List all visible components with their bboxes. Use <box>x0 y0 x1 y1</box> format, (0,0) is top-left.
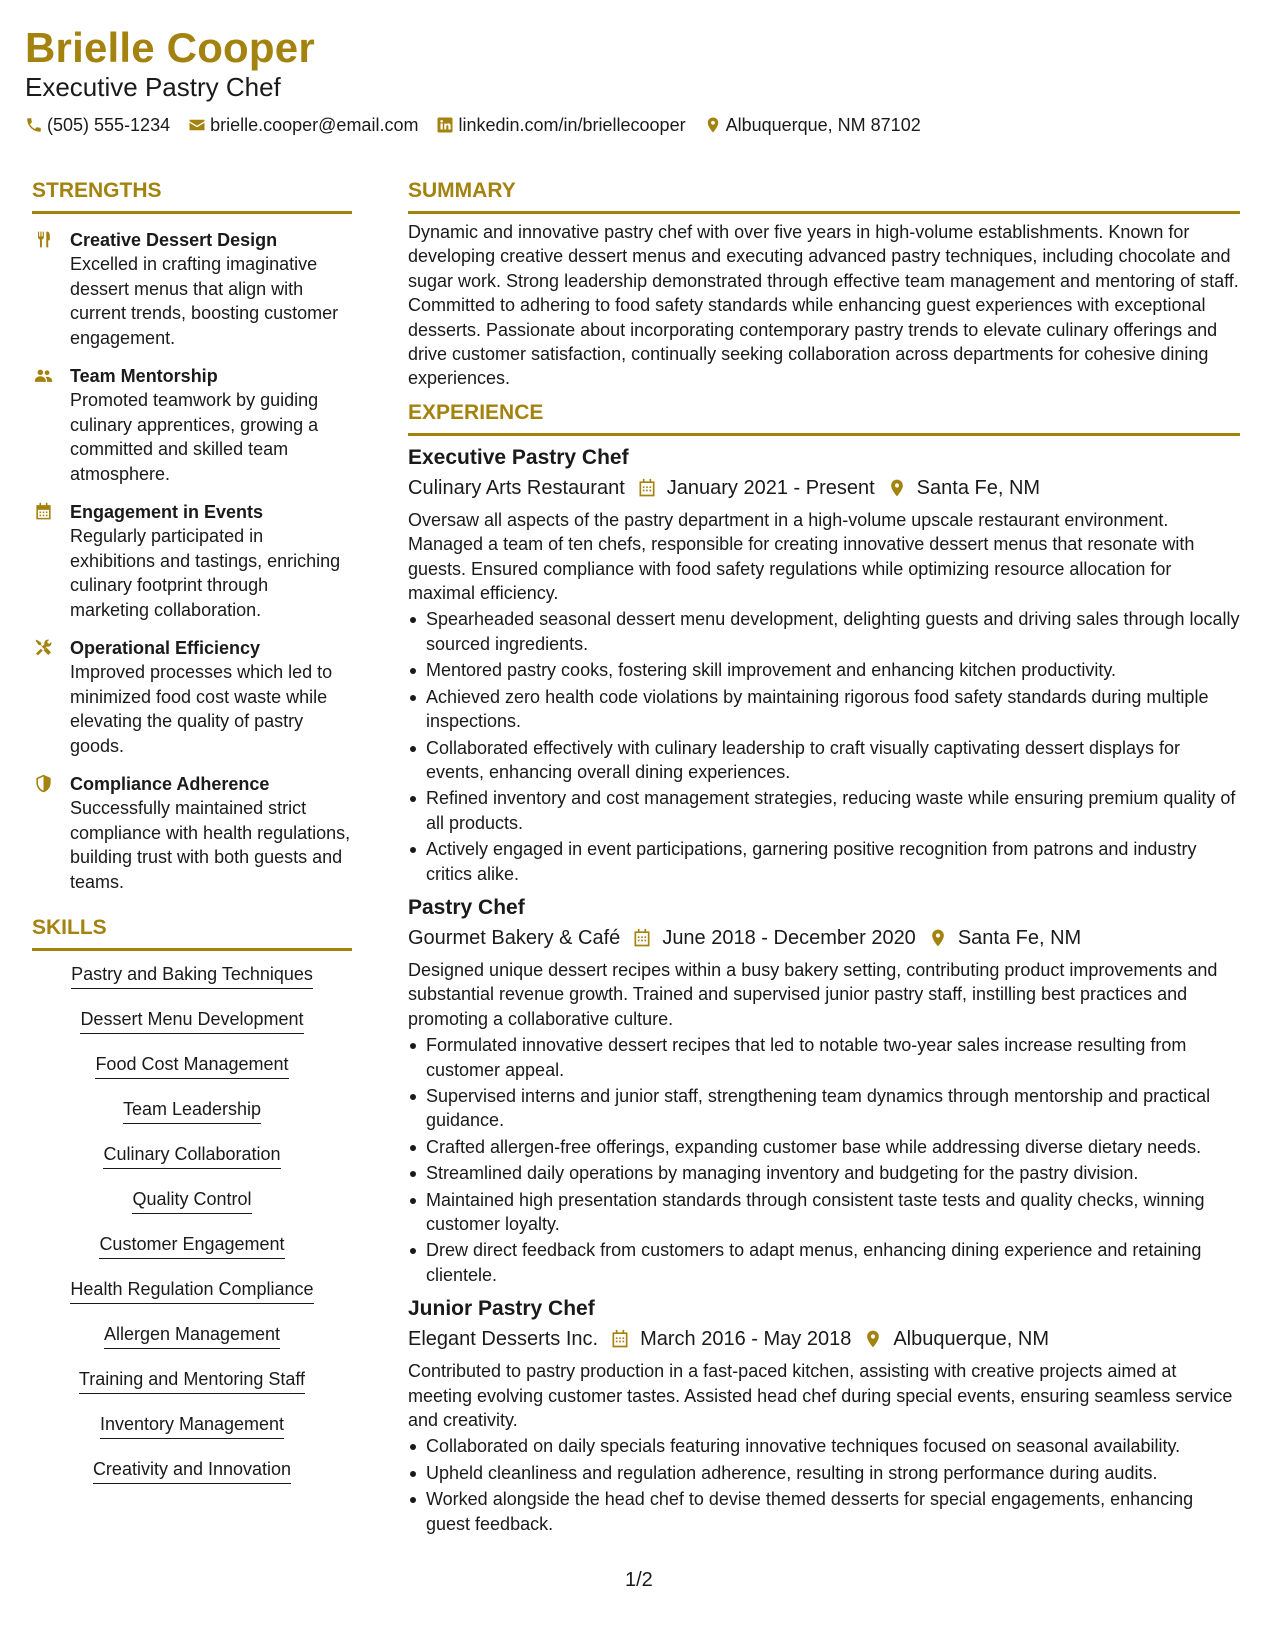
job-bullet: Refined inventory and cost management strategies, reducing waste while ensuring premium quality of all products. <box>408 786 1240 835</box>
skill-item <box>32 1008 352 1053</box>
skill-label: Quality Control <box>132 1188 251 1214</box>
job-bullet: Collaborated on daily specials featuring innovative techniques focused on seasonal availability. <box>408 1434 1240 1458</box>
skill-label: Food Cost Management <box>95 1053 288 1079</box>
phone-icon <box>25 116 43 134</box>
job-bullets <box>408 1033 1240 1287</box>
right-column <box>408 179 1240 1538</box>
skill-item <box>32 1413 352 1458</box>
contact-phone <box>25 115 170 136</box>
job-bullet: Achieved zero health code violations by maintaining rigorous food safety standards during multiple inspections. <box>408 685 1240 734</box>
skill-item <box>32 1278 352 1323</box>
skill-label: Training and Mentoring Staff <box>79 1368 305 1394</box>
job-bullet: Maintained high presentation standards through consistent taste tests and quality checks, winning customer loyalty. <box>408 1188 1240 1237</box>
skill-item <box>32 963 352 1008</box>
skill-list <box>32 963 352 1503</box>
skill-label: Health Regulation Compliance <box>70 1278 313 1304</box>
job-company: Culinary Arts Restaurant <box>408 476 625 499</box>
skill-label: Dessert Menu Development <box>80 1008 303 1034</box>
job-dates: January 2021 - Present <box>666 476 875 499</box>
strength-item <box>32 772 352 894</box>
shield-icon <box>34 774 53 793</box>
job-entry <box>408 894 1240 1287</box>
job-bullet: Supervised interns and junior staff, strengthening team dynamics through mentorship and practical guidance. <box>408 1084 1240 1133</box>
map-pin-icon <box>928 928 948 948</box>
strength-item <box>32 500 352 622</box>
map-pin-icon <box>887 478 907 498</box>
contact-location <box>704 115 921 136</box>
experience-heading: EXPERIENCE <box>408 400 544 424</box>
experience-section <box>408 401 1240 436</box>
skill-item <box>32 1188 352 1233</box>
email-text[interactable]: brielle.cooper@email.com <box>210 114 419 135</box>
job-bullet: Streamlined daily operations by managing inventory and budgeting for the pastry division. <box>408 1161 1240 1185</box>
strengths-heading: STRENGTHS <box>32 179 162 202</box>
job-title: Executive Pastry Chef <box>408 445 629 469</box>
skill-label: Inventory Management <box>100 1413 284 1439</box>
summary-divider <box>408 211 1240 214</box>
job-title: Junior Pastry Chef <box>408 1297 595 1321</box>
summary-heading: SUMMARY <box>408 179 516 202</box>
job-company: Gourmet Bakery & Café <box>408 926 621 949</box>
strength-desc: Successfully maintained strict compliance with health regulations, building trust with both guests and teams. <box>70 798 351 892</box>
job-bullet: Upheld cleanliness and regulation adherence, resulting in strong performance during audits. <box>408 1461 1240 1485</box>
skill-label: Creativity and Innovation <box>93 1458 291 1484</box>
strength-title: Compliance Adherence <box>70 774 270 794</box>
tools-icon <box>34 638 53 657</box>
map-pin-icon <box>863 1329 883 1349</box>
strength-item <box>32 364 352 486</box>
job-bullet: Collaborated effectively with culinary leadership to craft visually captivating dessert displays for events, enhancing overall dining experiences. <box>408 736 1240 785</box>
job-bullet: Drew direct feedback from customers to adapt menus, enhancing dining experience and retaining clientele. <box>408 1238 1240 1287</box>
skill-label: Culinary Collaboration <box>103 1143 280 1169</box>
skill-label: Pastry and Baking Techniques <box>71 963 313 989</box>
job-location: Santa Fe, NM <box>916 476 1041 499</box>
strength-title: Operational Efficiency <box>70 638 261 658</box>
job-bullets <box>408 607 1240 885</box>
strength-title: Engagement in Events <box>70 502 264 522</box>
phone-text: (505) 555-1234 <box>47 114 171 135</box>
skills-section <box>32 916 352 1503</box>
job-dates: June 2018 - December 2020 <box>662 926 916 949</box>
skill-item <box>32 1458 352 1503</box>
skill-label: Team Leadership <box>123 1098 261 1124</box>
page-number: 1/2 <box>625 1569 653 1591</box>
job-description: Oversaw all aspects of the pastry department in a high-volume upscale restaurant environment. Managed a team of ten chefs, responsible for creating innovative dessert menus that resonate with guests. Ensured compliance with food safety regulations while optimizing resource allocation for maximal efficiency. <box>408 509 1195 604</box>
strength-desc: Excelled in crafting imaginative dessert menus that align with current trends, boosting customer engagement. <box>70 254 339 348</box>
job-bullet: Spearheaded seasonal dessert menu development, delighting guests and driving sales through locally sourced ingredients. <box>408 607 1240 656</box>
strength-desc: Improved processes which led to minimized food cost waste while elevating the quality of pastry goods. <box>70 662 333 756</box>
contact-bar <box>25 113 939 137</box>
job-bullet: Formulated innovative dessert recipes that led to notable two-year sales increase resulting from customer appeal. <box>408 1033 1240 1082</box>
strength-desc: Regularly participated in exhibitions and tastings, enriching culinary footprint through marketing collaboration. <box>70 526 341 620</box>
strength-title: Creative Dessert Design <box>70 230 278 250</box>
map-pin-icon <box>704 116 722 134</box>
left-column <box>32 179 352 1503</box>
experience-divider <box>408 433 1240 436</box>
contact-linkedin[interactable] <box>436 115 685 136</box>
calendar-icon <box>637 478 657 498</box>
contact-email[interactable] <box>188 115 418 136</box>
calendar-icon <box>610 1329 630 1349</box>
calendar-icon <box>34 502 53 521</box>
strength-desc: Promoted teamwork by guiding culinary apprentices, growing a committed and skilled team atmosphere. <box>70 390 319 484</box>
job-bullet: Actively engaged in event participations, garnering positive recognition from patrons and industry critics alike. <box>408 837 1240 886</box>
calendar-icon <box>632 928 652 948</box>
job-title: Pastry Chef <box>408 895 525 919</box>
users-icon <box>34 366 53 385</box>
location-text: Albuquerque, NM 87102 <box>725 114 921 135</box>
job-description: Contributed to pastry production in a fast-paced kitchen, assisting with creative projects aimed at meeting evolving customer tastes. Assisted head chef during special events, ensuring seamless service and creativity. <box>408 1361 1233 1431</box>
skill-item <box>32 1143 352 1188</box>
job-location: Santa Fe, NM <box>957 926 1082 949</box>
skill-item <box>32 1053 352 1098</box>
job-bullet: Worked alongside the head chef to devise themed desserts for special engagements, enhancing guest feedback. <box>408 1487 1240 1536</box>
strength-title: Team Mentorship <box>70 366 218 386</box>
skills-heading: SKILLS <box>32 916 107 939</box>
job-entry <box>408 1295 1240 1536</box>
utensils-icon <box>34 230 53 249</box>
skill-label: Allergen Management <box>104 1323 280 1349</box>
job-meta <box>408 474 1240 502</box>
skill-item <box>32 1098 352 1143</box>
job-location: Albuquerque, NM <box>893 1328 1049 1351</box>
candidate-name: Brielle Cooper <box>25 24 315 71</box>
job-meta <box>408 924 1240 952</box>
job-dates: March 2016 - May 2018 <box>640 1328 852 1351</box>
job-company: Elegant Desserts Inc. <box>408 1328 599 1351</box>
skill-item <box>32 1368 352 1413</box>
candidate-title: Executive Pastry Chef <box>25 72 281 102</box>
job-meta <box>408 1325 1240 1353</box>
strengths-divider <box>32 211 352 214</box>
job-bullets <box>408 1434 1240 1536</box>
skills-divider <box>32 948 352 951</box>
skill-item <box>32 1233 352 1278</box>
job-entry <box>408 444 1240 886</box>
job-description: Designed unique dessert recipes within a busy bakery setting, contributing product improvements and substantial revenue growth. Trained and supervised junior pastry staff, instilling best practices and promoting a collaborative culture. <box>408 959 1218 1029</box>
job-bullet: Crafted allergen-free offerings, expanding customer base while addressing diverse dietary needs. <box>408 1135 1240 1159</box>
skill-label: Customer Engagement <box>99 1233 284 1259</box>
skill-item <box>32 1323 352 1368</box>
envelope-icon <box>188 116 206 134</box>
linkedin-icon <box>436 116 454 134</box>
job-bullet: Mentored pastry cooks, fostering skill improvement and enhancing kitchen productivity. <box>408 658 1240 682</box>
linkedin-text[interactable]: linkedin.com/in/briellecooper <box>458 114 686 135</box>
strength-item <box>32 636 352 758</box>
strength-item <box>32 228 352 350</box>
summary-text: Dynamic and innovative pastry chef with over five years in high-volume establishments. Known for developing creative dessert menus and executing advanced pastry techniques, including chocolate and sugar work. Strong leadership demonstrated through effective team management and mentoring of staff. Committed to adhering to food safety standards while enhancing guest experiences with exceptional desserts. Passionate about incorporating contemporary pastry trends to elevate culinary offerings and drive customer satisfaction, continually seeking collaboration across departments for cohesive dining experiences. <box>408 222 1239 389</box>
